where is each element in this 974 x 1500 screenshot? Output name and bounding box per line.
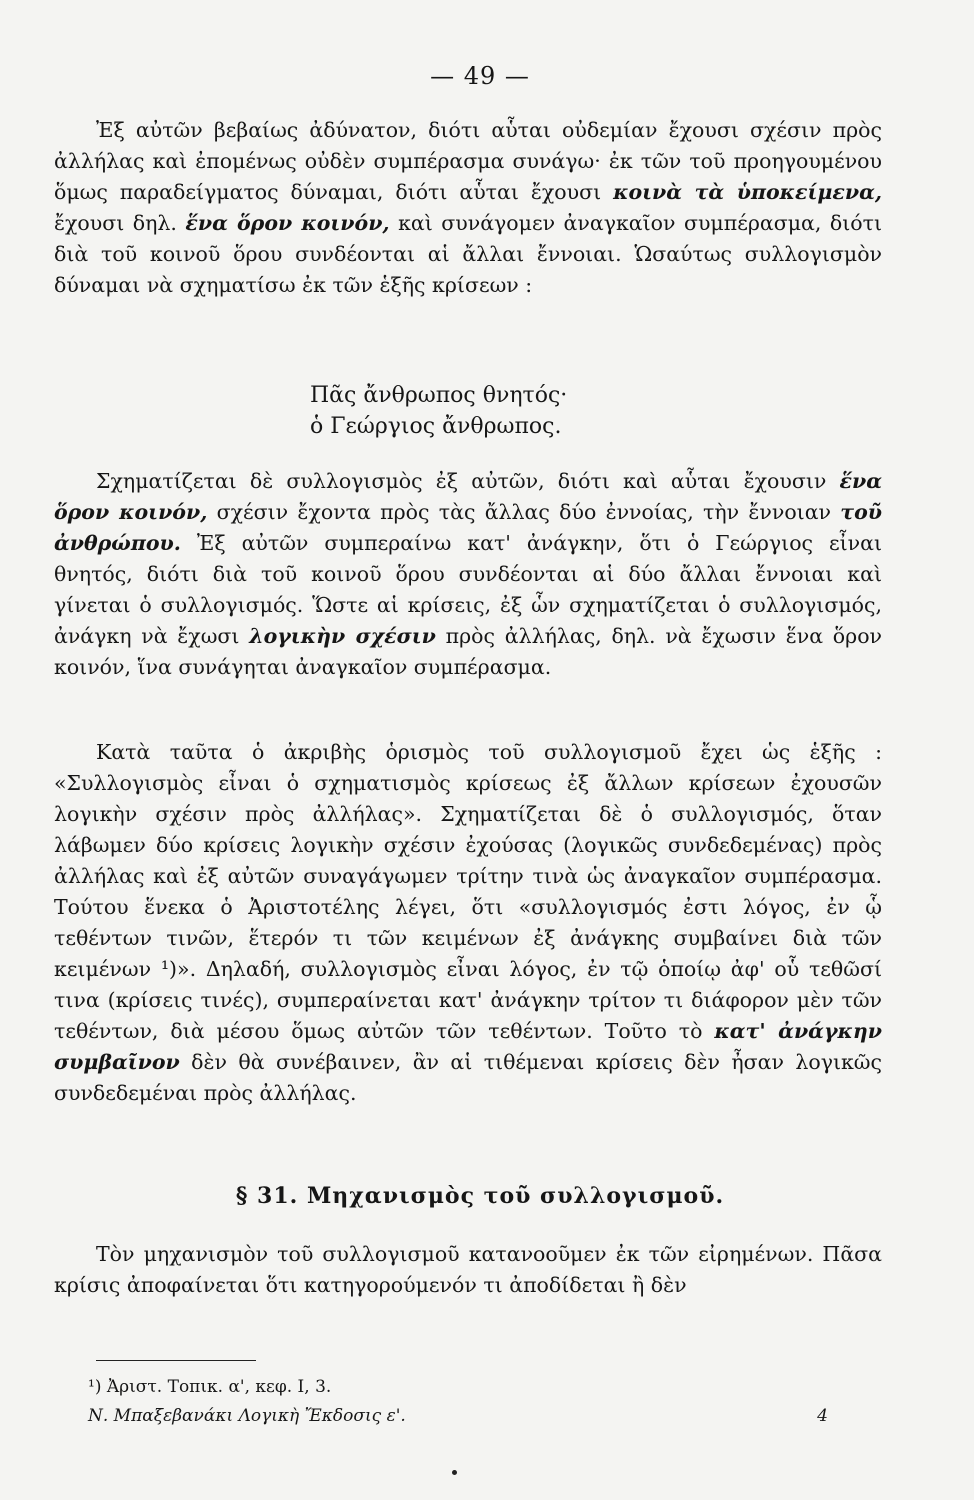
paragraph-2-text-c: Ἐξ αὐτῶν συμπεραίνω κατ' ἀνάγκην, ὅτι ὁ Γεώργιος εἶναι θνητός, διότι διὰ τοῦ κοινοῦ ὅρου συνδέονται αἱ δύο ἄλλαι ἔννοιαι καὶ γίνεται ὁ συλλογισμός. Ὥστε αἱ κρίσεις, ἐξ ὧν σχηματίζεται ὁ συλλογισμός, ἀνάγκη νὰ ἔχωσι (54, 531, 882, 648)
paragraph-1 (54, 115, 882, 301)
paragraph-1-text-b: ἔχουσι δηλ. (54, 211, 186, 235)
footnote: ¹) Ἀριστ. Τοπικ. α', κεφ. I, 3. (88, 1377, 332, 1397)
section-heading: § 31. Μηχανισμὸς τοῦ συλλογισμοῦ. (235, 1183, 725, 1209)
paragraph-2-text-a: Σχηματίζεται δὲ συλλογισμὸς ἐξ αὐτῶν, διότι καὶ αὗται ἔχουσιν (96, 469, 840, 493)
paragraph-2-text-b: σχέσιν ἔχοντα πρὸς τὰς ἄλλας δύο ἐννοίας, τὴν ἔννοιαν (207, 500, 841, 524)
paragraph-3-emphasis-a: κατ' ἀνάγκην συμβαῖνον (54, 1019, 882, 1074)
paragraph-1-emphasis-a: κοινὰ τὰ ὑποκείμενα, (613, 180, 882, 204)
paragraph-1-text-a: Ἐξ αὐτῶν βεβαίως ἀδύνατον, διότι αὗται οὐδεμίαν ἔχουσι σχέσιν πρὸς ἀλλήλας καὶ ἐπομένως οὐδὲν συμπέρασμα συνάγω· ἐκ τῶν τοῦ προηγουμένου ὅμως παραδείγματος δύναμαι, διότι αὗται ἔχουσι (54, 118, 882, 204)
paragraph-4-text: Τὸν μηχανισμὸν τοῦ συλλογισμοῦ κατανοοῦμεν ἐκ τῶν εἰρημένων. Πᾶσα κρίσις ἀποφαίνεται ὅτι κατηγορούμενόν τι ἀποδίδεται ἢ δὲν (54, 1242, 882, 1297)
example-premise-major: Πᾶς ἄνθρωπος θνητός· (310, 383, 568, 408)
paragraph-3-text-a: Κατὰ ταῦτα ὁ ἀκριβὴς ὁρισμὸς τοῦ συλλογισμοῦ ἔχει ὡς ἑξῆς : «Συλλογισμὸς εἶναι ὁ σχηματισμὸς κρίσεως ἐξ ἄλλων κρίσεων ἐχουσῶν λογικὴν σχέσιν πρὸς ἀλλήλας». Σχηματίζεται δὲ ὁ συλλογισμός, ὅταν λάβωμεν δύο κρίσεις λογικὴν σχέσιν ἐχούσας (λογικῶς συνδεδεμένας) πρὸς ἀλλήλας καὶ ἐξ αὐτῶν συναγάγωμεν τρίτην τινὰ ὡς ἀναγκαῖον συμπέρασμα. Τούτου ἕνεκα ὁ Ἀριστοτέλης λέγει, ὅτι «συλλογισμός ἐστι λόγος, ἐν ᾧ τεθέντων τινῶν, ἕτερόν τι τῶν κειμένων ἐξ ἀνάγκης συμβαίνει διὰ τῶν κειμένων ¹)». Δηλαδή, συλλογισμὸς εἶναι λόγος, ἐν τῷ ὁποίῳ ἀφ' οὗ τεθῶσί τινα (κρίσεις τινές), συμπεραίνεται κατ' ἀνάγκην τρίτον τι διάφορον μὲν τῶν τεθέντων, διὰ μέσου ὅμως αὐτῶν τῶν τεθέντων. Τοῦτο τὸ (54, 740, 882, 1043)
signature-sheet-number: 4 (817, 1406, 828, 1426)
bottom-dot-mark (452, 1470, 457, 1475)
paragraph-2-emphasis-b: τοῦ ἀνθρώπου. (54, 500, 882, 555)
printer-signature-line (88, 1404, 828, 1428)
paragraph-2-emphasis-c: λογικὴν σχέσιν (249, 624, 436, 648)
signature-text: Ν. Μπαξεβανάκι Λογικὴ Ἔκδοσις ε'. (88, 1406, 406, 1426)
syllogism-example (310, 380, 567, 442)
paragraph-1-text-c: καὶ συνάγομεν ἀναγκαῖον συμπέρασμα, διότι διὰ τοῦ κοινοῦ ὅρου συνδέονται αἱ ἄλλαι ἔννοιαι. Ὡσαύτως συλλογισμὸν δύναμαι νὰ σχηματίσω ἐκ τῶν ἑξῆς κρίσεων : (54, 211, 882, 297)
example-premise-minor: ὁ Γεώργιος ἄνθρωπος. (310, 414, 562, 439)
paragraph-2 (54, 466, 882, 683)
paragraph-1-emphasis-b: ἕνα ὅρον κοινόν, (185, 211, 390, 235)
footnote-divider (96, 1360, 256, 1361)
page-number: — 49 — (430, 62, 530, 90)
paragraph-2-emphasis-a: ἕνα ὅρον κοινόν, (54, 469, 882, 524)
paragraph-2-text-d: πρὸς ἀλλήλας, δηλ. νὰ ἔχωσιν ἕνα ὅρον κοινόν, ἵνα συνάγηται ἀναγκαῖον συμπέρασμα. (54, 624, 883, 679)
paragraph-3 (54, 737, 882, 1109)
paragraph-3-text-b: δὲν θὰ συνέβαινεν, ἂν αἱ τιθέμεναι κρίσεις δὲν ἦσαν λογικῶς συνδεδεμέναι πρὸς ἀλλήλας. (54, 1050, 882, 1105)
paragraph-4 (54, 1239, 882, 1301)
